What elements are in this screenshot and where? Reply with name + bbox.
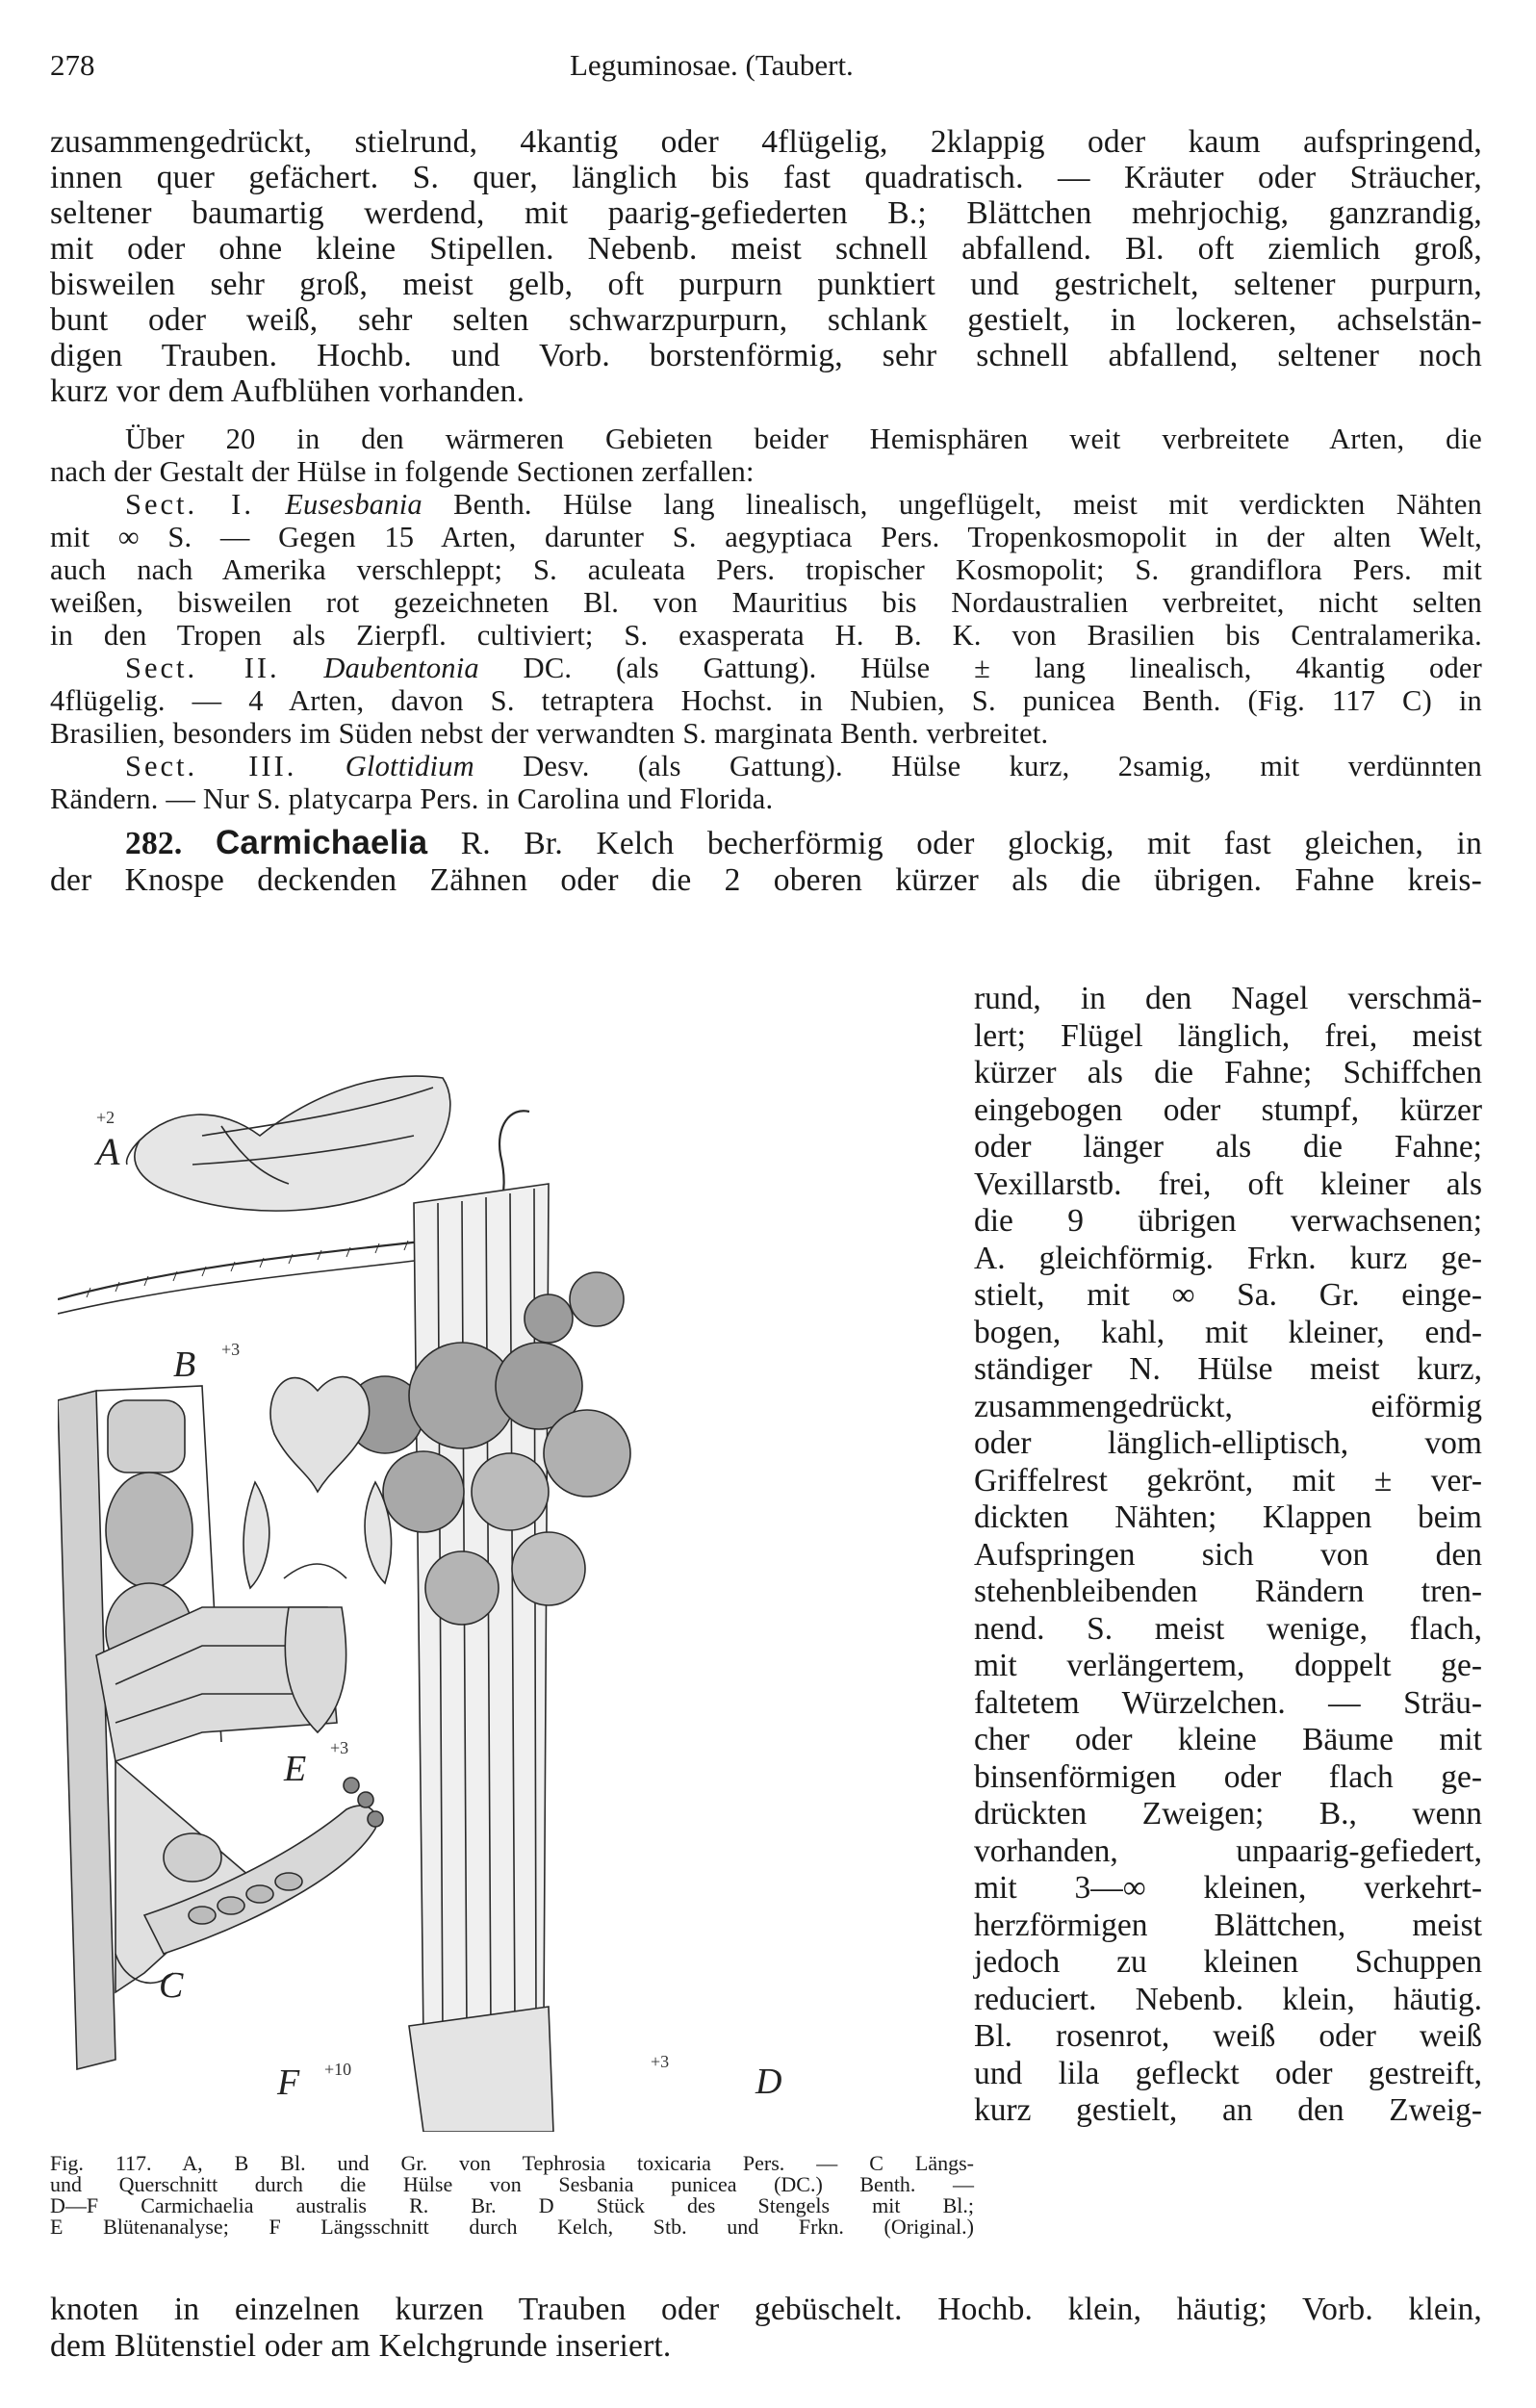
text-line: digen Trauben. Hochb. und Vorb. borstenförmig, sehr schnell abfallend, seltener noch [50, 338, 1482, 373]
caption-line: Fig. 117. A, B Bl. und Gr. von Tephrosia toxicaria Pers. — C Längs- [50, 2151, 974, 2175]
right-column-line: bogen, kahl, mit kleiner, end- [974, 1315, 1482, 1350]
magnification-b: +3 [221, 1340, 241, 1359]
right-column-line: cher oder kleine Bäume mit [974, 1722, 1482, 1757]
running-title: Leguminosae. (Taubert. [570, 48, 854, 82]
magnification-f: +10 [324, 2060, 352, 2079]
right-column-line: Aufspringen sich von den [974, 1537, 1482, 1573]
figure-d-stem [346, 1184, 630, 2132]
text-line: auch nach Amerika verschleppt; S. aculeata Pers. tropischer Kosmopolit; S. grandiflora Pers. mit [50, 553, 1482, 586]
section-name: Daubentonia [323, 652, 479, 684]
caption-line: E Blütenanalyse; F Längsschnitt durch Kelch, Stb. und Frkn. (Original.) [50, 2215, 974, 2239]
genus-heading-line [125, 824, 1482, 863]
section-name: Glottidium [345, 750, 474, 782]
text-line: bisweilen sehr groß, meist gelb, oft purpurn punktiert und gestrichelt, seltener purpurn, [50, 267, 1482, 302]
section-label: Sect. I. [125, 488, 254, 521]
right-column-line: oder länglich-elliptisch, vom [974, 1425, 1482, 1461]
figure-label-a: A [96, 1130, 120, 1173]
right-column-line: Bl. rosenrot, weiß oder weiß [974, 2018, 1482, 2054]
magnification-e: +3 [330, 1738, 349, 1757]
text-line: knoten in einzelnen kurzen Trauben oder gebüschelt. Hochb. klein, häutig; Vorb. klein, [50, 2292, 1482, 2327]
text-line: in den Tropen als Zierpfl. cultiviert; S. exasperata H. B. K. von Brasilien bis Centralamerika. [50, 619, 1482, 652]
section-lead: DC. (als Gattung). Hülse ± lang linealisch, 4kantig oder [523, 652, 1482, 684]
text-line: Rändern. — Nur S. platycarpa Pers. in Carolina und Florida. [50, 782, 774, 815]
text-line: Brasilien, besonders im Süden nebst der verwandten S. marginata Benth. verbreitet. [50, 717, 1049, 750]
text-line: kurz vor dem Aufblühen vorhanden. [50, 373, 525, 409]
right-column-line: drückten Zweigen; B., wenn [974, 1796, 1482, 1832]
figure-label-e: E [284, 1749, 307, 1789]
section-lead: Desv. (als Gattung). Hülse kurz, 2samig, mit verdünnten [523, 750, 1483, 782]
text-line: innen quer gefächert. S. quer, länglich bis fast quadratisch. — Kräuter oder Sträucher, [50, 160, 1482, 195]
section-label: Sect. III. [125, 750, 297, 782]
text-line: nach der Gestalt der Hülse in folgende Sectionen zerfallen: [50, 455, 755, 488]
page-number: 278 [50, 48, 95, 82]
text-line: zusammengedrückt, stielrund, 4kantig oder 4flügelig, 2klappig oder kaum aufspringend, [50, 124, 1482, 160]
right-column-line: stielt, mit ∞ Sa. Gr. einge- [974, 1277, 1482, 1313]
right-column-line: reduciert. Nebenb. klein, häutig. [974, 1982, 1482, 2017]
right-column-line: kürzer als die Fahne; Schiffchen [974, 1055, 1482, 1090]
right-column-line: zusammengedrückt, eiförmig [974, 1389, 1482, 1424]
right-column-line: mit 3—∞ kleinen, verkehrt- [974, 1870, 1482, 1906]
genus-name: Carmichaelia [215, 824, 428, 861]
right-column-line: faltetem Würzelchen. — Sträu- [974, 1685, 1482, 1721]
figure-c-pod-section [58, 1386, 337, 2069]
genus-lead: R. Br. Kelch becherförmig oder glockig, mit fast gleichen, in [460, 826, 1483, 861]
right-column-line: herzförmigen Blättchen, meist [974, 1908, 1482, 1943]
right-column-line: ständiger N. Hülse meist kurz, [974, 1351, 1482, 1387]
botanical-figure [58, 1068, 962, 2132]
text-line: mit ∞ S. — Gegen 15 Arten, darunter S. aegyptiaca Pers. Tropenkosmopolit in der alten Welt, [50, 521, 1482, 553]
caption-line: und Querschnitt durch die Hülse von Sesbania punicea (DC.) Benth. — [50, 2172, 974, 2196]
right-column-line: nend. S. meist wenige, flach, [974, 1611, 1482, 1647]
text-line: seltener baumartig werdend, mit paarig-gefiederten B.; Blättchen mehrjochig, ganzrandig, [50, 195, 1482, 231]
text-line: mit oder ohne kleine Stipellen. Nebenb. meist schnell abfallend. Bl. oft ziemlich groß, [50, 231, 1482, 267]
right-column-line: Griffelrest gekrönt, mit ± ver- [974, 1463, 1482, 1499]
text-line: weißen, bisweilen rot gezeichneten Bl. von Mauritius bis Nordaustralien verbreitet, nicht selten [50, 586, 1482, 619]
right-column-line: und lila gefleckt oder gestreift, [974, 2056, 1482, 2091]
right-column-line: eingebogen oder stumpf, kürzer [974, 1092, 1482, 1128]
figure-label-f: F [277, 2062, 300, 2103]
figure-a-flower [127, 1076, 450, 1211]
right-column-line: stehenbleibenden Rändern tren- [974, 1574, 1482, 1609]
right-column-line: dickten Nähten; Klappen beim [974, 1499, 1482, 1535]
right-column-line: jedoch zu kleinen Schuppen [974, 1944, 1482, 1980]
right-column-line: mit verlängertem, doppelt ge- [974, 1648, 1482, 1683]
right-column-line: rund, in den Nagel verschmä- [974, 981, 1482, 1016]
figure-label-b: B [173, 1345, 196, 1385]
right-column-line: kurz gestielt, an den Zweig- [974, 2092, 1482, 2128]
magnification-a: +2 [96, 1108, 115, 1127]
text-line: der Knospe deckenden Zähnen oder die 2 oberen kürzer als die übrigen. Fahne kreis- [50, 862, 1482, 898]
right-column-line: binsenförmigen oder flach ge- [974, 1759, 1482, 1795]
figure-label-d: D [755, 2062, 782, 2102]
genus-number: 282. [125, 826, 183, 861]
text-line: dem Blütenstiel oder am Kelchgrunde inseriert. [50, 2328, 672, 2364]
right-column-line: oder länger als die Fahne; [974, 1129, 1482, 1165]
section-name: Eusesbania [285, 488, 422, 521]
caption-line: D—F Carmichaelia australis R. Br. D Stück des Stengels mit Bl.; [50, 2193, 974, 2217]
right-column-line: lert; Flügel länglich, frei, meist [974, 1018, 1482, 1054]
right-column-line: Vexillarstb. frei, oft kleiner als [974, 1166, 1482, 1202]
text-line: Über 20 in den wärmeren Gebieten beider Hemisphären weit verbreitete Arten, die [125, 423, 1482, 455]
section-label: Sect. II. [125, 652, 280, 684]
right-column-line: die 9 übrigen verwachsenen; [974, 1203, 1482, 1239]
text-line: 4flügelig. — 4 Arten, davon S. tetraptera Hochst. in Nubien, S. punicea Benth. (Fig. 117 C) in [50, 684, 1482, 717]
text-line: bunt oder weiß, sehr selten schwarzpurpurn, schlank gestielt, in lockeren, achselstän- [50, 302, 1482, 338]
right-column-line: vorhanden, unpaarig-gefiedert, [974, 1833, 1482, 1869]
figure-label-c: C [159, 1965, 184, 2006]
right-column-line: A. gleichförmig. Frkn. kurz ge- [974, 1241, 1482, 1276]
section-lead: Benth. Hülse lang linealisch, ungeflügelt, meist mit verdickten Nähten [453, 488, 1483, 521]
magnification-d: +3 [651, 2052, 670, 2071]
